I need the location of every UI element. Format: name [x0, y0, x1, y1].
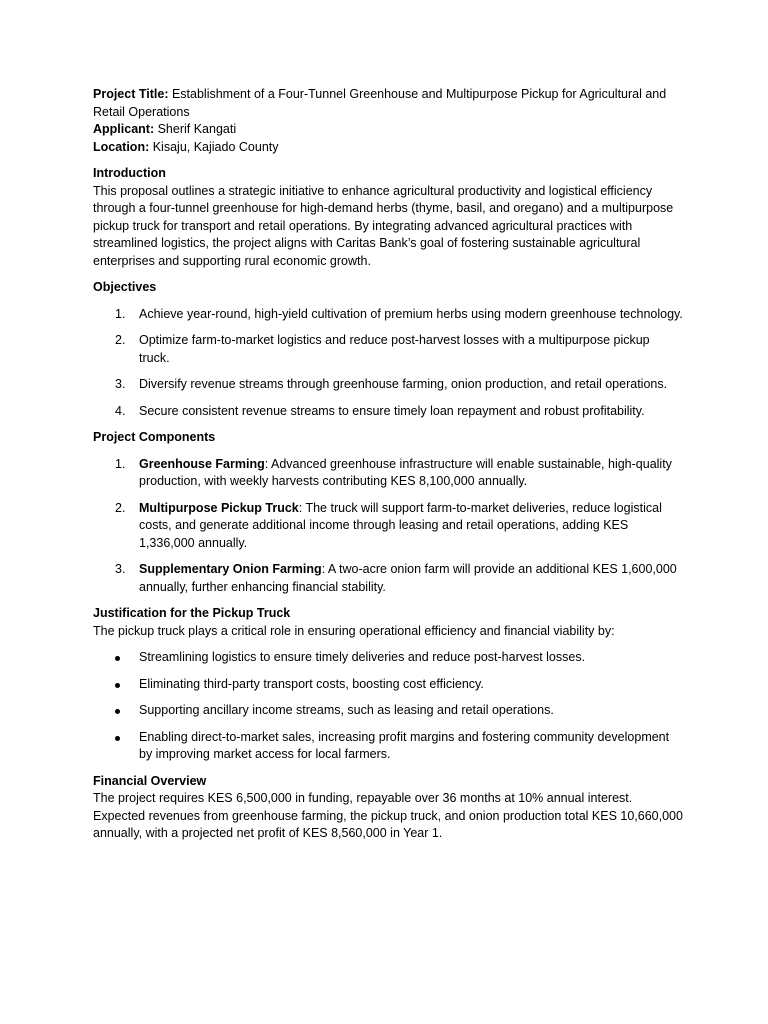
objective-text: Optimize farm-to-market logistics and reduce post-harvest losses with a multipurpose pickup truck. — [139, 333, 650, 365]
justification-item — [93, 729, 683, 764]
component-text: : The truck will support farm-to-market deliveries, reduce logistical costs, and generate additional income through leasing and retail operations, adding KES 1,336,000 annually. — [139, 500, 662, 550]
objective-text: Diversify revenue streams through greenhouse farming, onion production, and retail operations. — [139, 377, 668, 391]
bullet-icon — [115, 656, 120, 661]
objective-item — [93, 376, 683, 394]
justification-text: Eliminating third-party transport costs, boosting cost efficiency. — [139, 676, 484, 691]
objectives-heading: Objectives — [93, 280, 157, 294]
objective-item — [93, 332, 683, 367]
component-item — [93, 561, 683, 596]
introduction-text: This proposal outlines a strategic initiative to enhance agricultural productivity and logistical efficiency through a four-tunnel greenhouse for high-demand herbs (thyme, basil, and oregano) and a multipurpose pickup truck for transport and retail operations. By integrating advanced agricultural practices with streamlined logistics, the project aligns with Caritas Bank’s goal of fostering sustainable agricultural enterprises and supporting rural economic growth. — [93, 183, 674, 268]
list-number: 4. — [115, 403, 126, 418]
financial-heading: Financial Overview — [93, 773, 207, 788]
objective-text: Achieve year-round, high-yield cultivation of premium herbs using modern greenhouse technology. — [139, 306, 683, 321]
justification-heading: Justification for the Pickup Truck — [93, 606, 291, 620]
objective-text: Secure consistent revenue streams to ensure timely loan repayment and robust profitability. — [139, 403, 645, 418]
components-list — [93, 456, 683, 597]
justification-text: Enabling direct-to-market sales, increasing profit margins and fostering community development by improving market access for local farmers. — [139, 729, 670, 761]
list-number: 3. — [115, 562, 126, 576]
justification-intro: The pickup truck plays a critical role in ensuring operational efficiency and financial viability by: — [93, 623, 615, 638]
objectives-list — [93, 306, 683, 421]
financial-text: The project requires KES 6,500,000 in funding, repayable over 36 months at 10% annual interest. Expected revenues from greenhouse farming, the pickup truck, and onion production total KES 10,660,000 annually, with a projected net profit of KES 8,560,000 in Year 1. — [93, 791, 683, 840]
project-title-label: Project Title: — [93, 87, 169, 101]
bullet-icon — [115, 736, 120, 741]
justification-item — [93, 649, 683, 667]
document-body — [93, 86, 683, 843]
component-item — [93, 500, 683, 553]
justification-item — [93, 676, 683, 694]
justification-text: Supporting ancillary income streams, such as leasing and retail operations. — [139, 703, 554, 717]
objective-item — [93, 306, 683, 324]
location-line — [93, 139, 683, 157]
justification-text: Streamlining logistics to ensure timely deliveries and reduce post-harvest losses. — [139, 650, 586, 664]
objective-item — [93, 403, 683, 421]
list-number: 2. — [115, 333, 126, 347]
project-title-line — [93, 86, 683, 121]
applicant-label: Applicant: — [93, 122, 155, 136]
justification-item — [93, 702, 683, 720]
component-term: Supplementary Onion Farming — [139, 562, 322, 576]
bullet-icon — [115, 683, 120, 688]
list-number: 1. — [115, 306, 126, 321]
project-title-value: Establishment of a Four-Tunnel Greenhouse and Multipurpose Pickup for Agricultural and Retail Operations — [93, 87, 667, 119]
introduction-heading: Introduction — [93, 166, 166, 180]
component-text: : Advanced greenhouse infrastructure will enable sustainable, high-quality production, with weekly harvests contributing KES 8,100,000 annually. — [139, 456, 672, 488]
component-term: Multipurpose Pickup Truck — [139, 500, 299, 515]
applicant-line — [93, 121, 683, 139]
bullet-icon — [115, 709, 120, 714]
location-label: Location: — [93, 139, 150, 154]
component-term: Greenhouse Farming — [139, 456, 265, 471]
list-number: 2. — [115, 500, 126, 515]
components-heading: Project Components — [93, 430, 216, 444]
component-text: : A two-acre onion farm will provide an additional KES 1,600,000 annually, further enhancing financial stability. — [139, 562, 677, 594]
location-value: Kisaju, Kajiado County — [149, 139, 279, 154]
component-item — [93, 456, 683, 491]
list-number: 1. — [115, 456, 126, 471]
list-number: 3. — [115, 377, 126, 391]
justification-list — [93, 649, 683, 764]
applicant-value: Sherif Kangati — [154, 122, 237, 136]
